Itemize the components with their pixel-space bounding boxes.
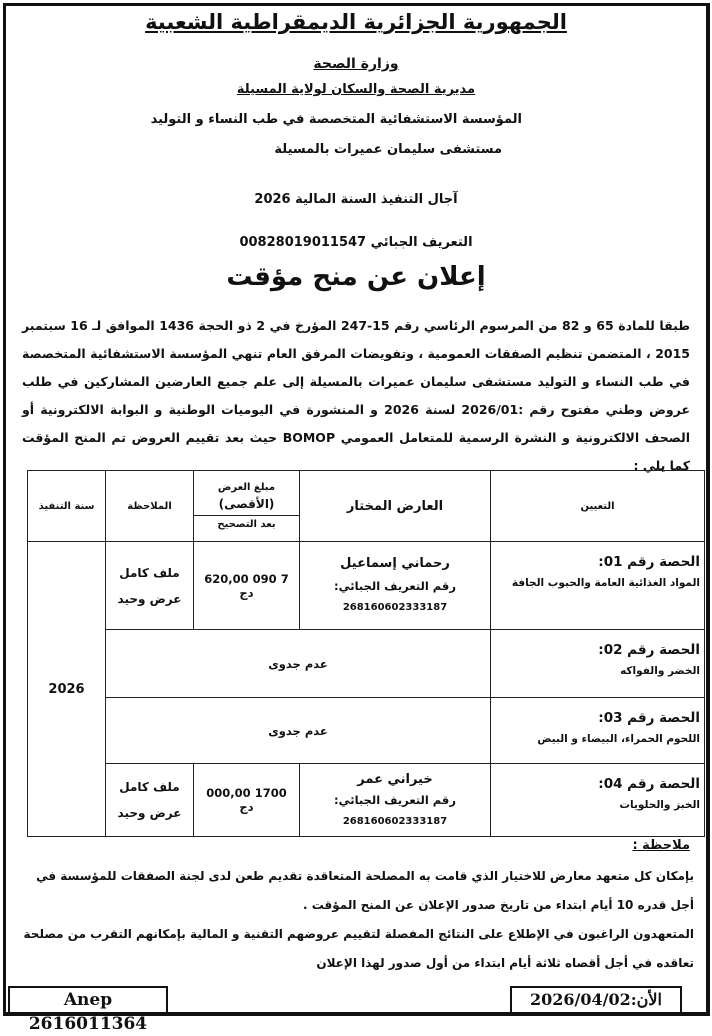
directorate: مديرية الصحة والسكان لولاية المسيلة (236, 82, 476, 97)
amount-header-1: مبلغ العرض (217, 482, 276, 493)
bidder-tax-id: 268160602333187 (342, 601, 448, 613)
lot-description: الخبز والحلويات (619, 799, 700, 811)
lot-number: الحصة رقم 04: (598, 776, 700, 792)
amount-header-3: بعد التصحيح (194, 515, 299, 530)
remark-1: ملف كامل (119, 565, 180, 580)
col-designation: التعيين (491, 471, 705, 542)
lot-description: المواد الغذائية العامة والحبوب الجافة (511, 577, 700, 589)
col-bidder: العارض المختار (300, 471, 491, 542)
table-row (28, 698, 705, 764)
remark-2: عرض وحيد (117, 806, 182, 820)
bidder-tax-label: رقم التعريف الجبائي: (334, 578, 456, 593)
institution: المؤسسة الاستشفائية المتخصصة في طب النساء و التوليد (150, 112, 522, 127)
table-header-row (28, 471, 705, 542)
table-row (28, 542, 705, 630)
lot-cell (491, 698, 705, 764)
tax-id: التعريف الجبائي 00828019011547 (239, 235, 473, 250)
col-year: سنة التنفيذ (28, 471, 106, 542)
remarks-cell (106, 542, 194, 630)
note-heading: ملاحظة : (632, 838, 690, 853)
announcement-title: إعلان عن منح مؤقت (226, 262, 486, 292)
note-body (10, 862, 694, 978)
note-paragraph-1: بإمكان كل متعهد معارض للاختيار الذي قامت به المصلحة المتعاقدة تقديم طعن لدى لجنة الصفقات للمؤسسة في أجل قدره 10 أيام ابتداء من تاريخ صدور الإعلان عن المنح المؤقت . (36, 869, 694, 912)
bidder-name: رحماني إسماعيل (340, 555, 450, 571)
fiscal-year: آجال التنفيذ السنة المالية 2026 (254, 192, 458, 207)
lot-cell (491, 542, 705, 630)
lot-description: الخضر والفواكه (620, 665, 700, 677)
publication-date: الأن:2026/04/02 (510, 986, 682, 1014)
table-row (28, 630, 705, 698)
note-paragraph-2: المتعهدون الراغبون في الإطلاع على النتائج المفصلة لتقييم عروضهم التقنية و المالية بإمكانهم التقرب من مصلحة تعاقده في أجل أقصاه ثلاثة أيام ابتداء من أول صدور لهذا الإعلان (23, 927, 694, 970)
remark-1: ملف كامل (119, 780, 180, 794)
col-remarks: الملاحظة (106, 471, 194, 542)
lot-number: الحصة رقم 02: (598, 642, 700, 658)
ministry: وزارة الصحة (313, 56, 399, 72)
lot-cell (491, 630, 705, 698)
amount-header-2: (الأقصى) (218, 497, 275, 511)
bidder-cell (300, 542, 491, 630)
anep-reference: Anep 2616011364 (8, 986, 168, 1014)
lot-description: اللحوم الحمراء، البيضاء و البيض (537, 733, 700, 745)
year-cell: 2026 (28, 542, 106, 837)
lot-number: الحصة رقم 01: (598, 554, 700, 570)
lot-cell (491, 764, 705, 837)
body-paragraph: طبقا للمادة 65 و 82 من المرسوم الرئاسي رقم 15-247 المؤرخ في 2 ذو الحجة 1436 الموافق لـ 16 سبتمبر 2015 ، المتضمن تنظيم الصفقات العمومية ، وتفويضات المرفق العام تنهي المؤسسة الاستشفائية المتخصصة في طب النساء و التوليد مستشفى سليمان عميرات بالمسيلة إلى علم جميع العارضين المشاركين في طلب عروض وطني مفتوح رقم :2026/01 لسنة 2026 و المنشورة في اليوميات الوطنية و البوابة الالكترونية أو الصحف الالكترونية و النشرة الرسمية للمتعامل العمومي BOMOP حيث بعد تقييم العروض تم المنح المؤقت كما يلي : (22, 318, 690, 473)
remarks-cell (106, 764, 194, 837)
amount-cell: 1700 000,00 دج (194, 764, 300, 837)
status-cell: عدم جدوى (106, 630, 491, 698)
status-cell: عدم جدوى (106, 698, 491, 764)
bidder-tax-id: 268160602333187 (342, 815, 448, 827)
award-table (27, 470, 705, 837)
remark-2: عرض وحيد (117, 591, 182, 606)
bidder-tax-label: رقم التعريف الجبائي: (334, 792, 456, 807)
republic-heading: الجمهورية الجزائرية الديمقراطية الشعبية (145, 10, 567, 34)
bidder-name: خيراني عمر (357, 771, 433, 787)
col-amount (194, 471, 300, 542)
amount-cell: 7 090 620,00 دج (194, 542, 300, 630)
table-row (28, 764, 705, 837)
bidder-cell (300, 764, 491, 837)
hospital: مستشفى سليمان عميرات بالمسيلة (274, 142, 502, 157)
lot-number: الحصة رقم 03: (598, 710, 700, 726)
